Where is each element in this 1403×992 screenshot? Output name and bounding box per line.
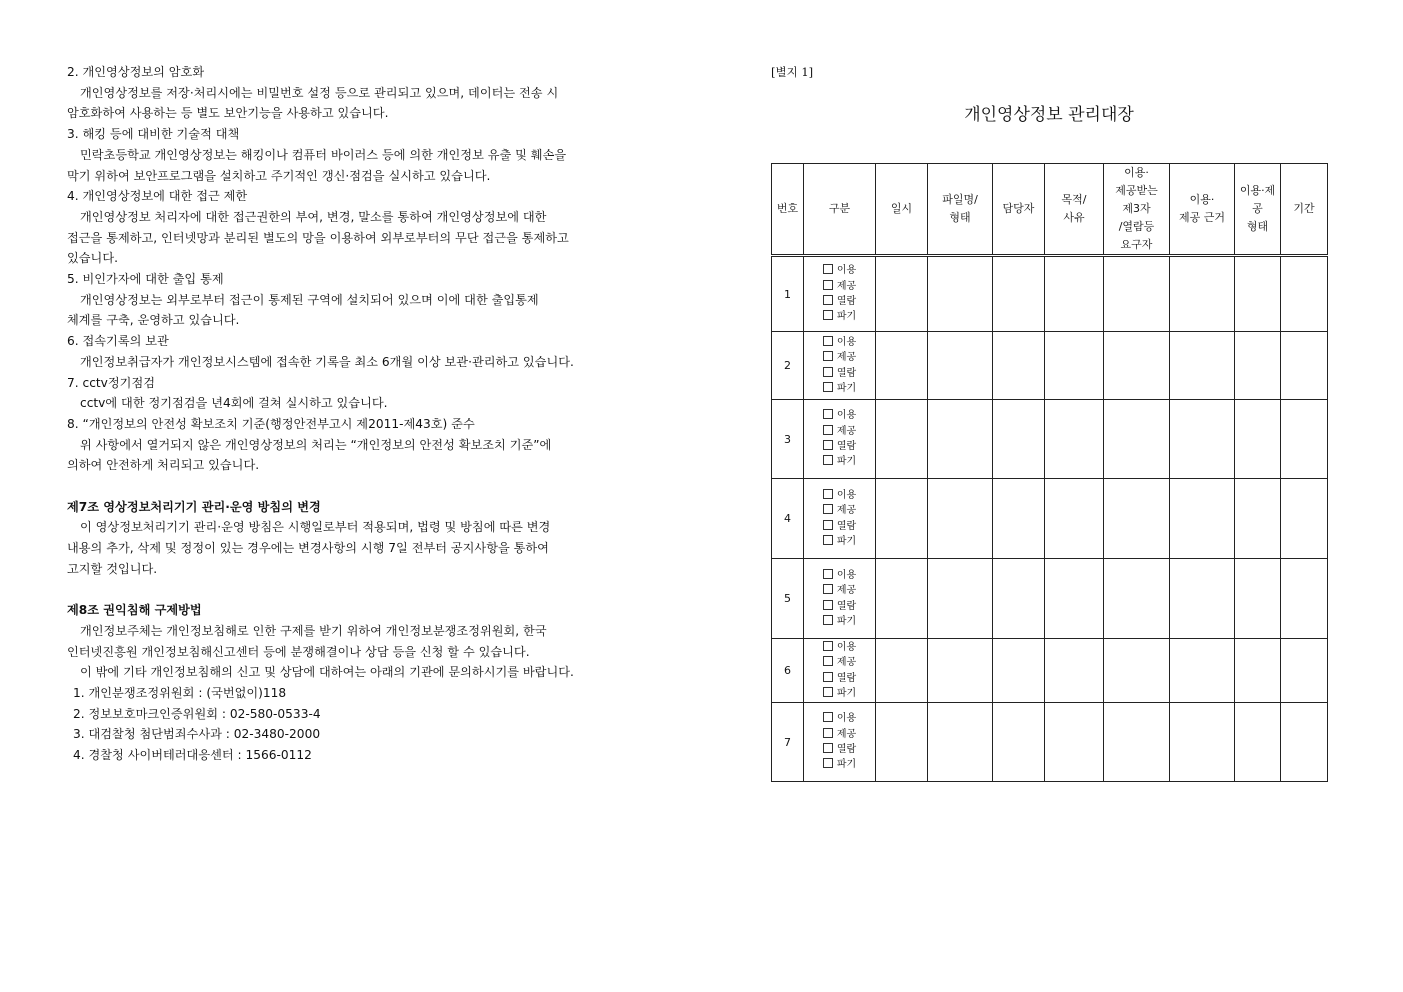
category-checkbox-group [823,568,856,629]
checkbox-icon[interactable] [823,295,833,305]
category-option[interactable] [823,599,856,614]
option-label: 열람 [836,367,857,379]
option-label: 제공 [836,657,857,669]
numbered-item: 5. 비인가자에 대한 출입 통제 [67,272,224,287]
option-label: 파기 [836,456,857,468]
table-row [772,639,1328,703]
policy-text [67,62,637,766]
empty-cell[interactable] [1170,559,1235,639]
column-header [1104,164,1170,256]
empty-cell[interactable] [1045,703,1104,782]
category-option[interactable] [823,350,856,365]
empty-cell[interactable] [1104,332,1170,400]
empty-cell[interactable] [1281,639,1328,703]
category-option[interactable] [823,294,856,309]
column-header-text: 공 [1252,202,1263,215]
checkbox-icon[interactable] [823,504,833,514]
category-option[interactable] [823,568,856,583]
empty-cell[interactable] [1045,479,1104,559]
checkbox-icon[interactable] [823,641,833,651]
text-line: 접근을 통제하고, 인터넷망과 분리된 별도의 망을 이용하여 외부로부터의 무단 접근을 통제하고 [67,230,569,245]
column-header [1045,164,1104,256]
column-header-text: 담당자 [1002,202,1035,215]
column-header [804,164,876,256]
table-row [772,332,1328,400]
category-cell [804,639,876,703]
option-label: 제공 [836,585,857,597]
column-header-text: 일시 [890,202,913,215]
category-option[interactable] [823,742,856,757]
table-row [772,703,1328,782]
empty-cell[interactable] [993,400,1045,479]
option-label: 이용 [836,569,857,581]
option-label: 열람 [836,441,857,452]
checkbox-icon[interactable] [823,367,833,377]
empty-cell[interactable] [1170,703,1235,782]
checkbox-icon[interactable] [823,584,833,594]
option-label: 열람 [836,600,857,612]
column-header-text: 제공받는 [1115,184,1158,197]
category-cell [804,703,876,782]
column-header-text: /열람등 [1118,220,1155,233]
empty-cell[interactable] [1104,559,1170,639]
option-label: 열람 [836,296,857,307]
column-header-text: 파일명/ [942,193,978,206]
empty-cell[interactable] [928,332,993,400]
contact-line: 2. 정보보호마크인증위원회 : 02-580-0533-4 [73,706,321,721]
empty-cell[interactable] [1281,479,1328,559]
category-option[interactable] [823,686,856,701]
option-label: 열람 [836,520,857,532]
section-heading: 제8조 권익침해 구제방법 [67,603,202,618]
option-label: 파기 [836,382,857,394]
empty-cell[interactable] [1170,479,1235,559]
empty-cell[interactable] [993,703,1045,782]
checkbox-icon[interactable] [823,440,833,450]
empty-cell[interactable] [876,479,928,559]
category-option[interactable] [823,488,856,503]
column-header-text: 이용· [1124,166,1149,179]
option-label: 이용 [836,336,857,348]
option-label: 제공 [836,728,857,740]
empty-cell[interactable] [1281,703,1328,782]
category-option[interactable] [823,381,856,396]
category-cell [804,332,876,400]
empty-cell[interactable] [876,703,928,782]
numbered-item: 7. cctv정기점검 [67,375,155,390]
text-line: 고지할 것입니다. [67,561,158,576]
category-checkbox-group [823,711,856,772]
text-line: 이 영상정보처리기기 관리·운영 방침은 시행일로부터 적용되며, 법령 및 방침에 따른 변경 [80,520,551,535]
empty-cell[interactable] [1045,639,1104,703]
category-checkbox-group [823,408,856,469]
empty-cell[interactable] [1170,639,1235,703]
category-option[interactable] [823,757,856,772]
contact-line: 3. 대검찰청 첨단범죄수사과 : 02-3480-2000 [73,727,321,742]
category-checkbox-group [823,263,856,324]
empty-cell[interactable] [1104,479,1170,559]
table-row [772,559,1328,639]
category-checkbox-group [823,335,856,396]
checkbox-icon[interactable] [823,409,833,419]
empty-cell[interactable] [1045,332,1104,400]
category-option[interactable] [823,424,856,439]
empty-cell[interactable] [928,400,993,479]
attachment-label: [별지 1] [771,65,814,79]
text-line: 막기 위하여 보안프로그램을 설치하고 주기적인 갱신·점검을 실시하고 있습니다. [67,168,491,183]
category-checkbox-group [823,488,856,549]
category-option[interactable] [823,366,856,381]
checkbox-icon[interactable] [823,425,833,435]
checkbox-icon[interactable] [823,351,833,361]
option-label: 파기 [836,311,857,323]
row-number: 4 [772,479,804,559]
text-line: 개인영상정보 처리자에 대한 접근권한의 부여, 변경, 말소를 통하여 개인영상정보에 대한 [80,209,547,224]
category-option[interactable] [823,519,856,534]
category-cell [804,400,876,479]
checkbox-icon[interactable] [823,455,833,465]
text-line: 위 사항에서 열거되지 않은 개인영상정보의 처리는 “개인정보의 안전성 확보조치 기준”에 [80,437,552,452]
empty-cell[interactable] [1170,400,1235,479]
column-header-text: 제3자 [1122,202,1151,215]
checkbox-icon[interactable] [823,280,833,290]
checkbox-icon[interactable] [823,712,833,722]
empty-cell[interactable] [928,703,993,782]
empty-cell[interactable] [1235,479,1281,559]
contact-line: 4. 경찰청 사이버테러대응센터 : 1566-0112 [73,748,312,763]
column-header-text: 이용· [1189,193,1215,206]
text-line: 이 밖에 기타 개인정보침해의 신고 및 상담에 대하여는 아래의 기관에 문의하시기를 바랍니다. [80,665,574,680]
text-line: 개인영상정보는 외부로부터 접근이 통제된 구역에 설치되어 있으며 이에 대한 출입통제 [80,292,539,307]
row-number: 7 [772,703,804,782]
category-option[interactable] [823,279,856,294]
empty-cell[interactable] [1104,639,1170,703]
column-header [1235,164,1281,256]
numbered-item: 8. “개인정보의 안전성 확보조치 기준(행정안전부고시 제2011-제43호) 준수 [67,416,475,431]
option-label: 파기 [836,615,857,627]
text-line: 개인정보취급자가 개인정보시스템에 접속한 기록을 최소 6개월 이상 보관·관리하고 있습니다. [80,354,574,369]
empty-cell[interactable] [928,479,993,559]
empty-cell[interactable] [993,256,1045,332]
text-line: 내용의 추가, 삭제 및 정정이 있는 경우에는 변경사항의 시행 7일 전부터 공지사항을 통하여 [67,541,549,556]
empty-cell[interactable] [1045,400,1104,479]
checkbox-icon[interactable] [823,656,833,666]
column-header [928,164,993,256]
checkbox-icon[interactable] [823,743,833,753]
category-option[interactable] [823,671,856,686]
row-number: 5 [772,559,804,639]
empty-cell[interactable] [1235,332,1281,400]
empty-cell[interactable] [1281,400,1328,479]
category-option[interactable] [823,583,856,598]
checkbox-icon[interactable] [823,600,833,610]
empty-cell[interactable] [1045,559,1104,639]
paragraph-gap [67,476,637,497]
category-cell [804,256,876,332]
empty-cell[interactable] [1170,332,1235,400]
empty-cell[interactable] [1104,400,1170,479]
category-option[interactable] [823,640,856,655]
empty-cell[interactable] [1235,256,1281,332]
column-header-text: 형태 [1246,220,1269,233]
table-row [772,400,1328,479]
checkbox-icon[interactable] [823,672,833,682]
checkbox-icon[interactable] [823,489,833,499]
empty-cell[interactable] [928,559,993,639]
text-line: 인터넷진흥원 개인정보침해신고센터 등에 분쟁해결이나 상담 등을 신청 할 수 있습니다. [67,644,530,659]
column-header-text: 형태 [949,211,971,224]
contact-line: 1. 개인분쟁조정위원회 : (국번없이)118 [73,686,287,701]
column-header-text: 목적/ [1061,193,1087,206]
option-label: 이용 [836,410,857,422]
numbered-item: 4. 개인영상정보에 대한 접근 제한 [67,189,248,204]
table-row [772,479,1328,559]
row-number: 3 [772,400,804,479]
numbered-item: 2. 개인영상정보의 암호화 [67,65,205,79]
option-label: 파기 [836,687,857,699]
empty-cell[interactable] [1170,256,1235,332]
category-option[interactable] [823,454,856,469]
category-option[interactable] [823,727,856,742]
empty-cell[interactable] [1235,400,1281,479]
checkbox-icon[interactable] [823,569,833,579]
option-label: 제공 [836,505,857,517]
empty-cell[interactable] [993,479,1045,559]
checkbox-icon[interactable] [823,535,833,545]
column-header-text: 구분 [828,202,851,215]
category-cell [804,479,876,559]
empty-cell[interactable] [993,639,1045,703]
option-label: 제공 [836,280,857,292]
category-option[interactable] [823,503,856,518]
option-label: 파기 [836,535,857,547]
text-line: 암호화하여 사용하는 등 별도 보안기능을 사용하고 있습니다. [67,106,389,121]
column-header-text: 기간 [1293,202,1315,215]
category-option[interactable] [823,534,856,549]
text-line: cctv에 대한 정기점검을 년4회에 걸쳐 실시하고 있습니다. [80,396,388,411]
empty-cell[interactable] [928,256,993,332]
text-line: 개인영상정보를 저장·처리시에는 비밀번호 설정 등으로 관리되고 있으며, 데이터는 전송 시 [80,85,559,100]
column-header-text: 요구자 [1120,238,1153,251]
empty-cell[interactable] [876,400,928,479]
empty-cell[interactable] [1104,703,1170,782]
option-label: 열람 [836,744,857,755]
column-header [1281,164,1328,256]
video-info-ledger-table [771,163,1328,782]
column-header-text: 사유 [1063,211,1085,224]
text-line: 개인정보주체는 개인정보침해로 인한 구제를 받기 위하여 개인정보분쟁조정위원회, 한국 [80,623,547,638]
checkbox-icon[interactable] [823,336,833,346]
checkbox-icon[interactable] [823,264,833,274]
category-option[interactable] [823,614,856,629]
section-heading: 제7조 영상정보처리기기 관리·운영 방침의 변경 [67,499,321,514]
column-header [1170,164,1235,256]
category-option[interactable] [823,408,856,423]
column-header-text: 이용·제 [1239,184,1276,197]
option-label: 이용 [836,489,857,501]
text-line: 의하여 안전하게 처리되고 있습니다. [67,458,260,473]
category-cell [804,559,876,639]
column-header [876,164,928,256]
empty-cell[interactable] [928,639,993,703]
category-option[interactable] [823,335,856,350]
empty-cell[interactable] [1045,256,1104,332]
table-row [772,256,1328,332]
text-line: 체계를 구축, 운영하고 있습니다. [67,313,240,328]
checkbox-icon[interactable] [823,520,833,530]
empty-cell[interactable] [993,559,1045,639]
empty-cell[interactable] [993,332,1045,400]
numbered-item: 3. 해킹 등에 대비한 기술적 대책 [67,127,240,142]
category-option[interactable] [823,263,856,278]
checkbox-icon[interactable] [823,758,833,768]
empty-cell[interactable] [1104,256,1170,332]
checkbox-icon[interactable] [823,310,833,320]
text-line: 있습니다. [67,251,118,266]
empty-cell[interactable] [876,559,928,639]
option-label: 열람 [836,672,857,684]
empty-cell[interactable] [876,256,928,332]
category-option[interactable] [823,711,856,726]
option-label: 파기 [836,759,857,771]
table-header-row [772,164,1328,256]
empty-cell[interactable] [1235,559,1281,639]
option-label: 이용 [836,713,857,725]
column-header-text: 번호 [776,202,799,215]
empty-cell[interactable] [876,639,928,703]
empty-cell[interactable] [876,332,928,400]
empty-cell[interactable] [1235,639,1281,703]
checkbox-icon[interactable] [823,382,833,392]
empty-cell[interactable] [1235,703,1281,782]
empty-cell[interactable] [1281,332,1328,400]
column-header [993,164,1045,256]
option-label: 이용 [836,265,857,277]
table-title: 개인영상정보 관리대장 [964,105,1134,125]
paragraph-gap [67,580,637,601]
option-label: 제공 [836,425,857,437]
column-header [772,164,804,256]
option-label: 제공 [836,352,857,364]
category-option[interactable] [823,439,856,454]
option-label: 이용 [836,641,857,653]
row-number: 6 [772,639,804,703]
row-number: 2 [772,332,804,400]
checkbox-icon[interactable] [823,728,833,738]
numbered-item: 6. 접속기록의 보관 [67,334,169,349]
column-header-text: 제공 근거 [1178,211,1225,224]
checkbox-icon[interactable] [823,687,833,697]
checkbox-icon[interactable] [823,615,833,625]
empty-cell[interactable] [1281,559,1328,639]
category-option[interactable] [823,655,856,670]
empty-cell[interactable] [1281,256,1328,332]
text-line: 민락초등학교 개인영상정보는 해킹이나 컴퓨터 바이러스 등에 의한 개인정보 유출 및 훼손을 [80,147,567,162]
row-number: 1 [772,256,804,332]
category-checkbox-group [823,640,856,701]
category-option[interactable] [823,309,856,324]
